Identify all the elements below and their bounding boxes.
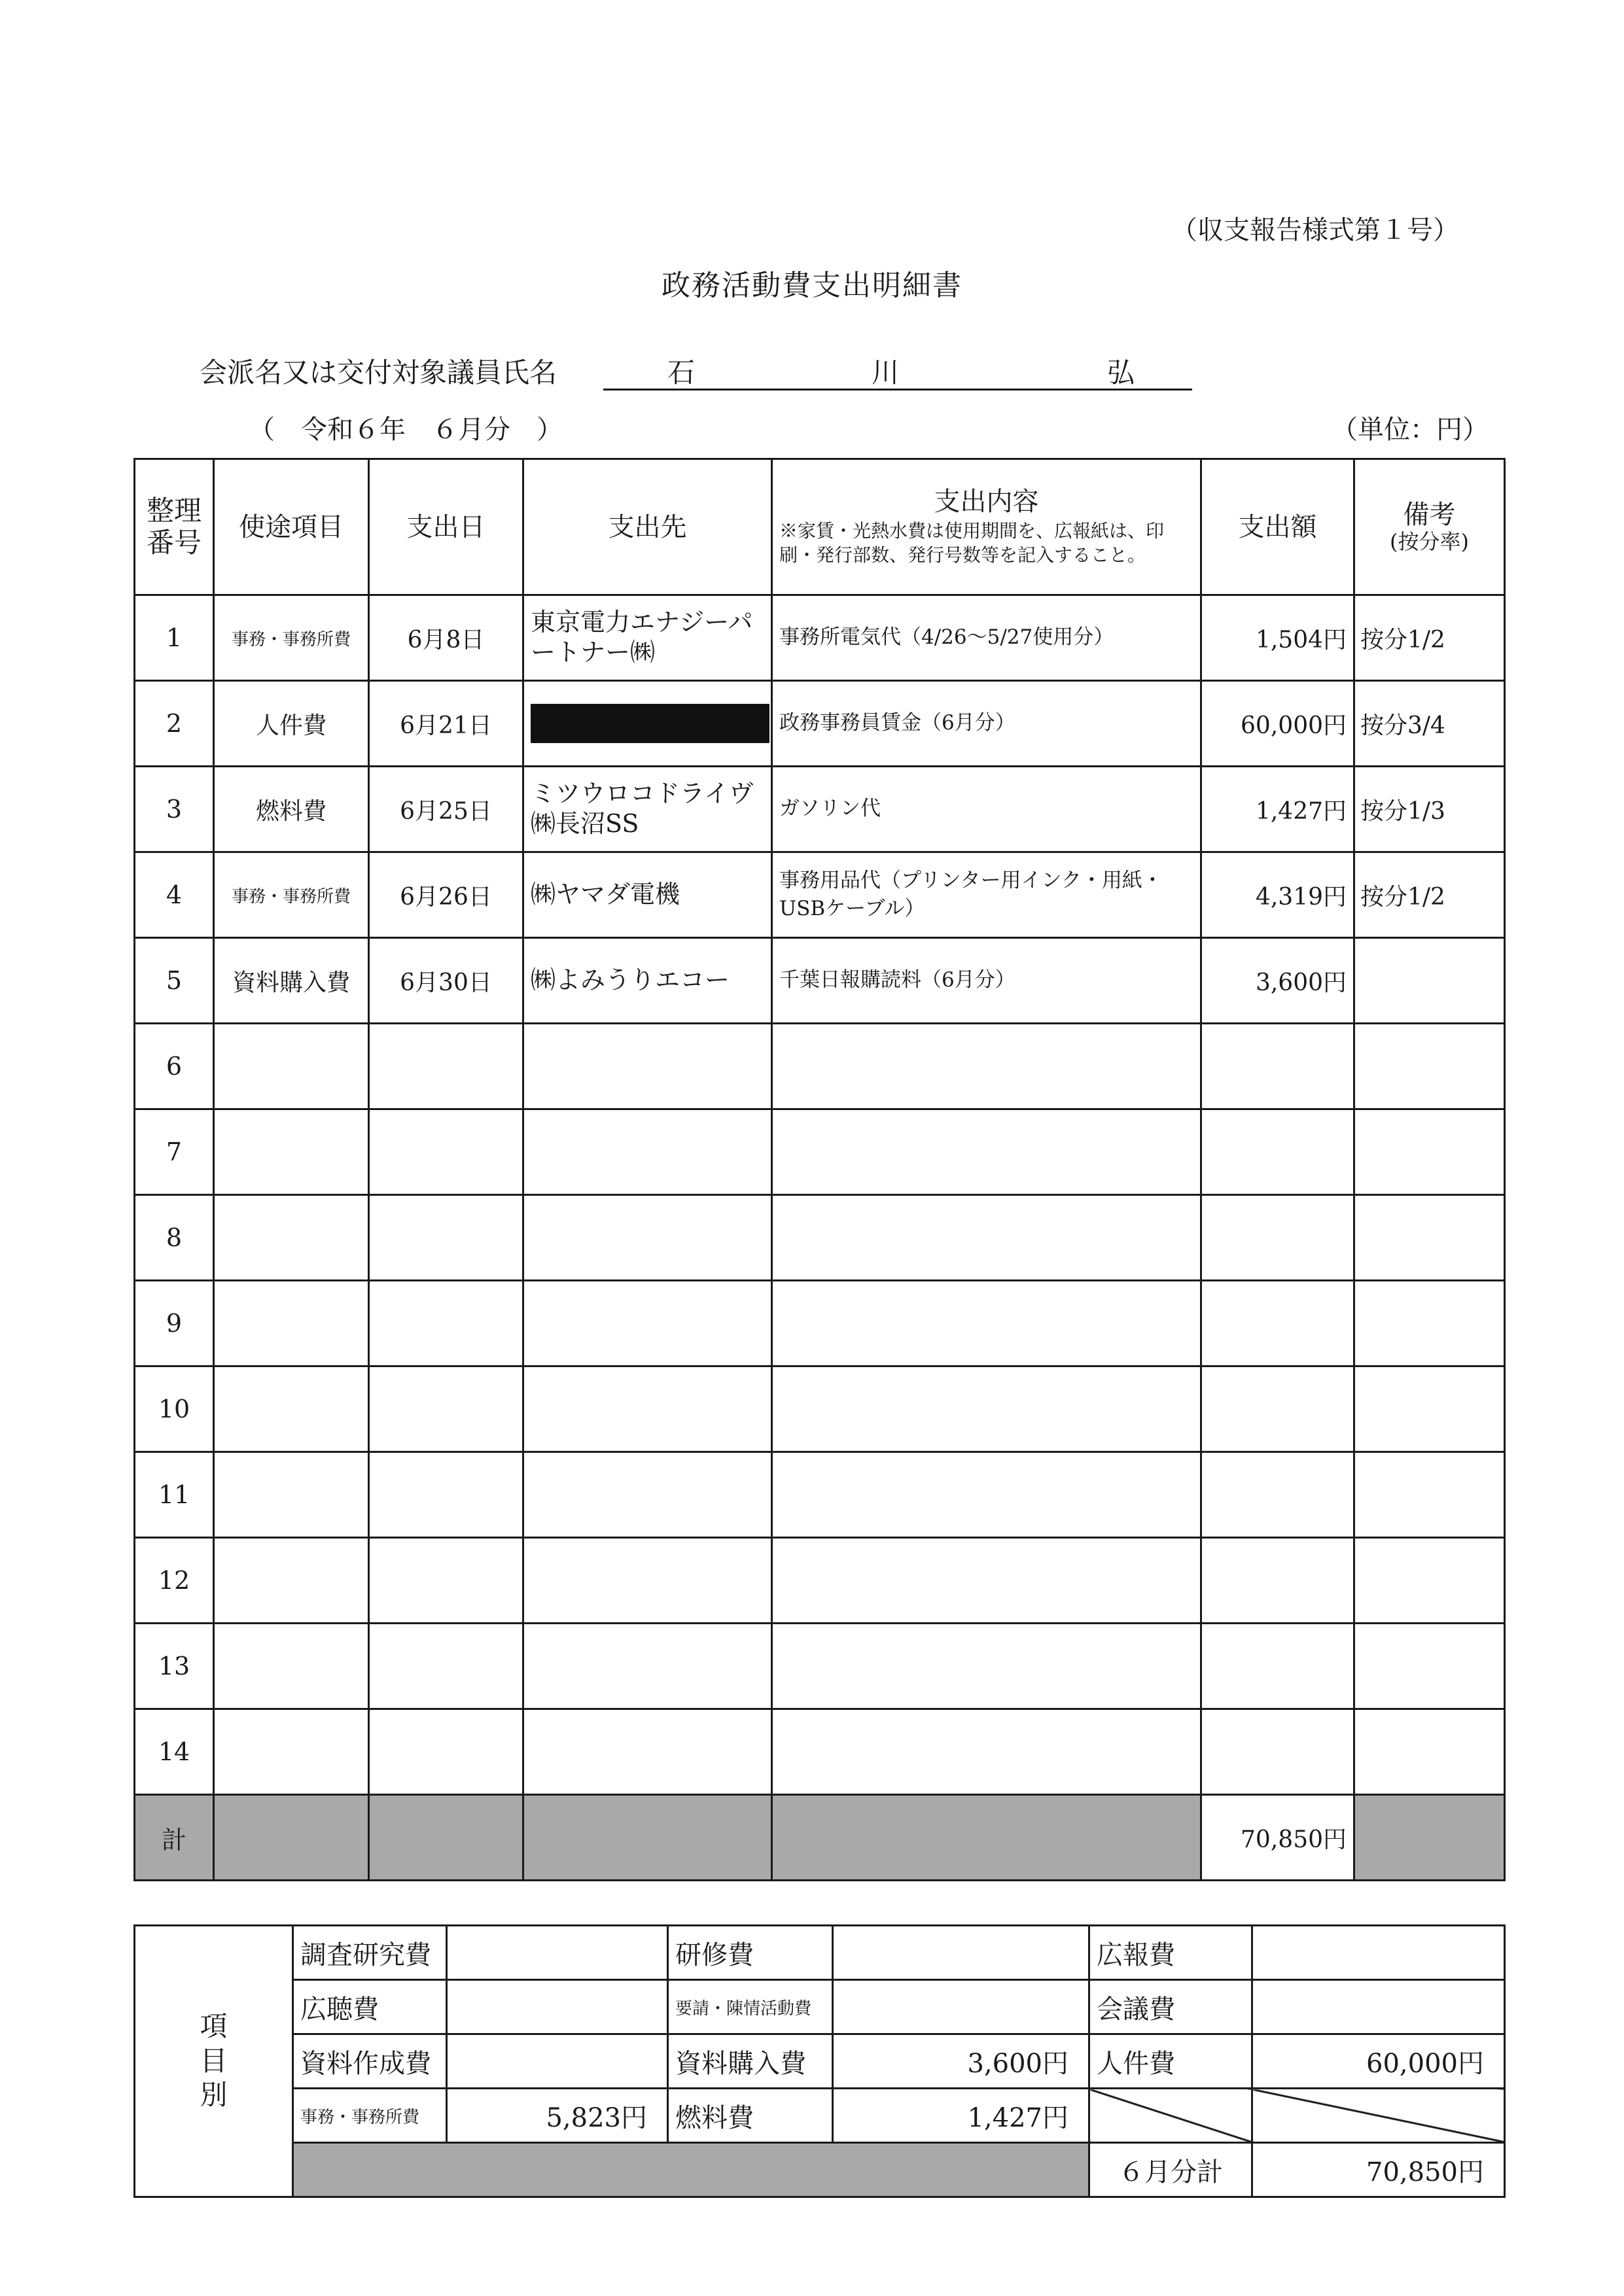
office-label: 事務・事務所費 — [293, 2089, 447, 2143]
row-amount — [1201, 1452, 1354, 1538]
total-row — [135, 1795, 1505, 1881]
table-row — [135, 595, 1505, 681]
row-content: ガソリン代 — [772, 767, 1201, 852]
row-payee: 東京電力エナジーパートナー㈱ — [523, 595, 772, 681]
summary-side-label — [135, 1926, 293, 2197]
table-row — [135, 1452, 1505, 1538]
header-payee: 支出先 — [523, 459, 772, 595]
row-date: 6月25日 — [369, 767, 523, 852]
row-no: 6 — [135, 1024, 214, 1109]
total-blank-cell — [523, 1795, 772, 1881]
header-amount: 支出額 — [1201, 459, 1354, 595]
row-remarks — [1354, 1281, 1505, 1366]
header-remarks-cell — [1354, 459, 1505, 595]
training-value — [833, 1926, 1089, 1980]
table-row — [135, 1195, 1505, 1281]
total-blank-cell — [214, 1795, 369, 1881]
total-blank-cell — [1354, 1795, 1505, 1881]
row-date: 6月21日 — [369, 681, 523, 767]
total-label: 計 — [135, 1795, 214, 1881]
row-payee — [523, 1538, 772, 1624]
row-category — [214, 1624, 369, 1709]
row-amount: 4,319円 — [1201, 852, 1354, 938]
header-date: 支出日 — [369, 459, 523, 595]
row-amount: 1,427円 — [1201, 767, 1354, 852]
row-payee — [523, 1281, 772, 1366]
personnel-value: 60,000円 — [1252, 2034, 1505, 2089]
materials-purchase-label: 資料購入費 — [668, 2034, 833, 2089]
materials-prep-label: 資料作成費 — [293, 2034, 447, 2089]
row-category: 事務・事務所費 — [214, 852, 369, 938]
row-no: 5 — [135, 938, 214, 1024]
office-value: 5,823円 — [447, 2089, 668, 2143]
row-content — [772, 1366, 1201, 1452]
row-content: 事務所電気代（4/26～5/27使用分） — [772, 595, 1201, 681]
row-category: 事務・事務所費 — [214, 595, 369, 681]
hearing-value — [447, 1980, 668, 2034]
row-amount: 1,504円 — [1201, 595, 1354, 681]
row-no: 2 — [135, 681, 214, 767]
row-content — [772, 1281, 1201, 1366]
row-remarks — [1354, 1624, 1505, 1709]
summary-row — [135, 1980, 1505, 2034]
materials-purchase-value: 3,600円 — [833, 2034, 1089, 2089]
table-row — [135, 767, 1505, 852]
petition-label: 要請・陳情活動費 — [668, 1980, 833, 2034]
header-remarks-sub: (按分率) — [1390, 529, 1469, 555]
month-total-value: 70,850円 — [1252, 2143, 1505, 2197]
row-payee: ミツウロコドライヴ㈱長沼SS — [523, 767, 772, 852]
row-remarks — [1354, 1109, 1505, 1195]
row-content — [772, 1024, 1201, 1109]
redaction-block — [531, 704, 769, 743]
row-content: 千葉日報購読料（6月分） — [772, 938, 1201, 1024]
table-row — [135, 1281, 1505, 1366]
total-blank-cell — [369, 1795, 523, 1881]
row-content: 政務事務員賃金（6月分） — [772, 681, 1201, 767]
category-summary-table — [133, 1924, 1506, 2198]
row-payee — [523, 681, 772, 767]
table-row — [135, 681, 1505, 767]
row-content — [772, 1709, 1201, 1795]
table-row — [135, 1709, 1505, 1795]
member-name-part: 弘 — [1107, 357, 1135, 389]
name-underline — [603, 389, 1192, 391]
table-row — [135, 938, 1505, 1024]
row-date — [369, 1709, 523, 1795]
form-id: （収支報告様式第１号） — [1171, 215, 1459, 245]
summary-row — [135, 2089, 1505, 2143]
table-row — [135, 1024, 1505, 1109]
row-no: 13 — [135, 1624, 214, 1709]
total-blank-cell — [772, 1795, 1201, 1881]
row-amount — [1201, 1281, 1354, 1366]
row-no: 8 — [135, 1195, 214, 1281]
row-content — [772, 1538, 1201, 1624]
row-category — [214, 1709, 369, 1795]
expense-table — [133, 458, 1506, 1881]
row-remarks — [1354, 1366, 1505, 1452]
diagonal-strike-cell — [1252, 2089, 1505, 2143]
fuel-label: 燃料費 — [668, 2089, 833, 2143]
row-date — [369, 1538, 523, 1624]
row-payee — [523, 1624, 772, 1709]
row-date — [369, 1109, 523, 1195]
row-category: 燃料費 — [214, 767, 369, 852]
research-label: 調査研究費 — [293, 1926, 447, 1980]
row-no: 10 — [135, 1366, 214, 1452]
member-label: 会派名又は交付対象議員氏名 — [200, 357, 557, 389]
publicity-label: 広報費 — [1089, 1926, 1252, 1980]
meeting-value — [1252, 1980, 1505, 2034]
row-category — [214, 1195, 369, 1281]
document-title: 政務活動費支出明細書 — [662, 269, 962, 302]
row-payee — [523, 1024, 772, 1109]
row-category — [214, 1452, 369, 1538]
row-amount — [1201, 1024, 1354, 1109]
table-row — [135, 1624, 1505, 1709]
row-category — [214, 1281, 369, 1366]
diagonal-strike-cell — [1089, 2089, 1252, 2143]
row-no: 14 — [135, 1709, 214, 1795]
row-amount: 3,600円 — [1201, 938, 1354, 1024]
row-date — [369, 1624, 523, 1709]
row-amount: 60,000円 — [1201, 681, 1354, 767]
summary-row — [135, 2143, 1505, 2197]
materials-prep-value — [447, 2034, 668, 2089]
row-content: 事務用品代（プリンター用インク・用紙・USBケーブル） — [772, 852, 1201, 938]
hearing-label: 広聴費 — [293, 1980, 447, 2034]
total-amount: 70,850円 — [1201, 1795, 1354, 1881]
petition-value — [833, 1980, 1089, 2034]
row-amount — [1201, 1624, 1354, 1709]
training-label: 研修費 — [668, 1926, 833, 1980]
row-no: 11 — [135, 1452, 214, 1538]
row-remarks: 按分1/3 — [1354, 767, 1505, 852]
publicity-value — [1252, 1926, 1505, 1980]
table-row — [135, 852, 1505, 938]
period: （ 令和６年 ６月分 ） — [249, 415, 563, 445]
row-remarks — [1354, 1452, 1505, 1538]
row-date: 6月26日 — [369, 852, 523, 938]
row-payee — [523, 1195, 772, 1281]
row-date: 6月8日 — [369, 595, 523, 681]
month-total-label: ６月分計 — [1089, 2143, 1252, 2197]
row-no: 1 — [135, 595, 214, 681]
table-row — [135, 1538, 1505, 1624]
row-date — [369, 1024, 523, 1109]
row-payee — [523, 1709, 772, 1795]
member-name-part: 石 — [667, 357, 696, 389]
row-no: 12 — [135, 1538, 214, 1624]
row-amount — [1201, 1109, 1354, 1195]
summary-shaded-cell — [293, 2143, 1089, 2197]
row-amount — [1201, 1366, 1354, 1452]
row-no: 9 — [135, 1281, 214, 1366]
row-remarks: 按分3/4 — [1354, 681, 1505, 767]
row-content — [772, 1624, 1201, 1709]
row-amount — [1201, 1538, 1354, 1624]
header-remarks: 備考 — [1403, 500, 1456, 531]
header-content: 支出内容 — [934, 487, 1039, 517]
unit-label: （単位：円） — [1332, 415, 1489, 445]
row-remarks — [1354, 1024, 1505, 1109]
row-content — [772, 1195, 1201, 1281]
summary-side-char: 目 — [200, 2044, 228, 2077]
row-no: 4 — [135, 852, 214, 938]
row-payee — [523, 1452, 772, 1538]
row-category — [214, 1538, 369, 1624]
row-remarks — [1354, 1538, 1505, 1624]
row-no: 3 — [135, 767, 214, 852]
header-content-cell — [772, 459, 1201, 595]
summary-side-char: 項 — [200, 2010, 228, 2043]
row-remarks: 按分1/2 — [1354, 852, 1505, 938]
row-amount — [1201, 1709, 1354, 1795]
summary-row — [135, 1926, 1505, 1980]
personnel-label: 人件費 — [1089, 2034, 1252, 2089]
row-payee — [523, 1109, 772, 1195]
row-remarks — [1354, 1709, 1505, 1795]
row-remarks — [1354, 1195, 1505, 1281]
row-amount — [1201, 1195, 1354, 1281]
row-no: 7 — [135, 1109, 214, 1195]
header-content-note: ※家賃・光熱水費は使用期間を、広報紙は、印刷・発行部数、発行号数等を記入すること。 — [779, 520, 1165, 566]
row-category — [214, 1366, 369, 1452]
header-category: 使途項目 — [214, 459, 369, 595]
table-row — [135, 1366, 1505, 1452]
row-date: 6月30日 — [369, 938, 523, 1024]
row-date — [369, 1452, 523, 1538]
fuel-value: 1,427円 — [833, 2089, 1089, 2143]
row-payee — [523, 1366, 772, 1452]
research-value — [447, 1926, 668, 1980]
row-date — [369, 1281, 523, 1366]
summary-side-char: 別 — [200, 2079, 228, 2112]
summary-row — [135, 2034, 1505, 2089]
row-payee: ㈱よみうりエコー — [523, 938, 772, 1024]
table-row — [135, 1109, 1505, 1195]
row-category — [214, 1024, 369, 1109]
row-remarks: 按分1/2 — [1354, 595, 1505, 681]
row-date — [369, 1195, 523, 1281]
row-date — [369, 1366, 523, 1452]
row-remarks — [1354, 938, 1505, 1024]
row-category: 人件費 — [214, 681, 369, 767]
row-content — [772, 1452, 1201, 1538]
meeting-label: 会議費 — [1089, 1980, 1252, 2034]
row-content — [772, 1109, 1201, 1195]
member-name-part: 川 — [872, 357, 900, 389]
row-payee: ㈱ヤマダ電機 — [523, 852, 772, 938]
row-category — [214, 1109, 369, 1195]
table-header-row — [135, 459, 1505, 595]
header-no: 整理番号 — [135, 459, 214, 595]
row-category: 資料購入費 — [214, 938, 369, 1024]
